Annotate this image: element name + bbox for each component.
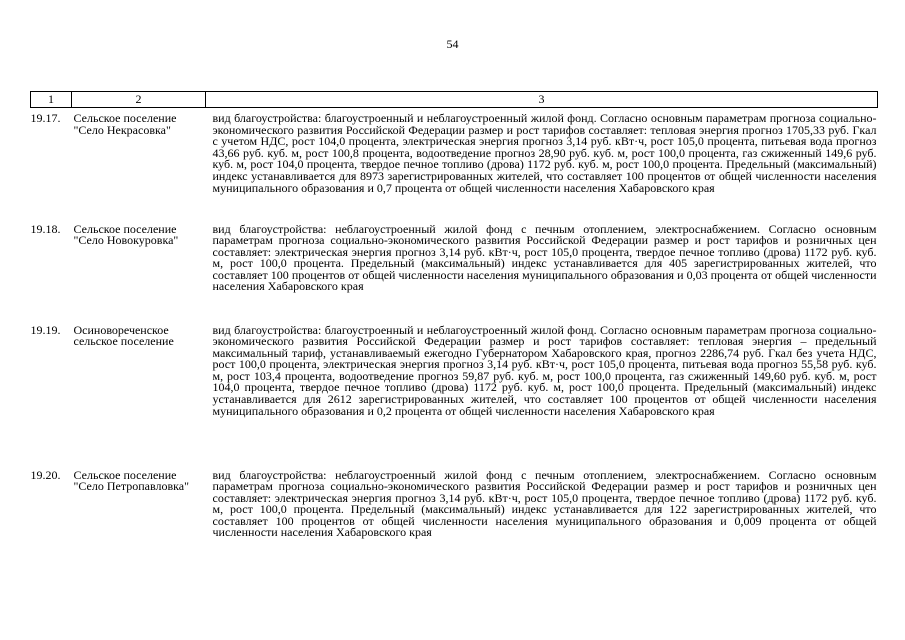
column-header-2: 2 [72, 92, 206, 108]
table-row [31, 108, 878, 219]
tariff-table [30, 91, 878, 539]
settlement-name: Сельское поселение "Село Некрасовка" [73, 111, 177, 137]
table-row [31, 465, 878, 540]
settlement-description: вид благоустройства: неблагоустроенный жилой фонд с печным отоплением, электроснабжением. Согласно основным параметрам прогноза социально-экономического развития Российской Федерации размер и рост тарифов и розничных цен составляет: электрическая энергия прогноз 3,14 руб. кВт·ч, рост 105,0 процента, твердое печное топливо (дрова) 1172 руб. куб. м, рост 100,0 процента. Предельный (максимальный) индекс устанавливается для 405 зарегистрированных жителей, что составляет 100 процентов от общей численности населения муниципального образования и 0,03 процента от общей численности населения Хабаровского края [212, 221, 877, 294]
settlement-name: Сельское поселение "Село Новокуровка" [73, 221, 179, 248]
table-header-row [31, 92, 878, 108]
settlement-description: вид благоустройства: благоустроенный и неблагоустроенный жилой фонд. Согласно основным параметрам прогноза социально-экономического развития Российской Федерации размер и рост тарифов составляет: тепловая энергия – предельный максимальный тариф, устанавливаемый ежегодно Губернатором Хабаровского края, прогноз 2286,74 руб. Гкал без учета НДС, рост 100,0 процента, электрическая энергия прогноз 3,14 руб. кВт·ч, рост 105,0 процента, питьевая вода прогноз 55,58 руб. куб. м, рост 103,4 процента, водоотведение прогноз 59,87 руб. куб. м, рост 100,0 процента, газ сжиженный 149,60 руб. куб. м, рост 104,0 процента, твердое печное топливо (дрова) 1172 руб. куб. м, рост 100,0 процента. Предельный (максимальный) индекс устанавливается для 2612 зарегистрированных жителей, что составляет 100 процентов от общей численности населения муниципального образования и 0,2 процента от общей численности населения Хабаровского края [212, 322, 877, 418]
table-row [31, 219, 878, 320]
row-number: 19.20. [30, 467, 61, 482]
settlement-description: вид благоустройства: благоустроенный и неблагоустроенный жилой фонд. Согласно основным параметрам прогноза социально-экономического развития Российской Федерации размер и рост тарифов составляет: тепловая энергия прогноз 1705,33 руб. Гкал с учетом НДС, рост 104,0 процента, электрическая энергия прогноз 3,14 руб. кВт·ч, рост 105,0 процента, питьевая вода прогноз 43,66 руб. куб. м, рост 100,8 процента, водоотведение прогноз 28,90 руб. куб. м, рост 100,0 процента, газ сжиженный 149,6 руб. куб. м, рост 104,0 процента, твердое печное топливо (дрова) 1172 руб. куб. м, рост 100,0 процента. Предельный (максимальный) индекс устанавливается для 8973 зарегистрированных жителей, что составляет 100 процентов от общей численности населения муниципального образования и 0,7 процента от общей численности населения Хабаровского края [212, 111, 877, 195]
settlement-description: вид благоустройства: неблагоустроенный жилой фонд с печным отоплением, электроснабжением. Согласно основным параметрам прогноза социально-экономического развития Российской Федерации размер и рост тарифов и розничных цен составляет: электрическая энергия прогноз 3,14 руб. кВт·ч, рост 105,0 процента, твердое печное топливо (дрова) 1172 руб. куб. м, рост 100,0 процента. Предельный (максимальный) индекс устанавливается для 122 зарегистрированных жителей, что составляет 100 процентов от общей численности населения муниципального образования и 0,009 процента от общей численности населения Хабаровского края [212, 467, 877, 540]
column-header-1: 1 [31, 92, 72, 108]
table-row [31, 320, 878, 465]
page-number: 54 [446, 37, 459, 51]
row-number: 19.19. [30, 322, 61, 337]
column-header-3: 3 [206, 92, 878, 108]
row-number: 19.18. [30, 221, 61, 236]
settlement-name: Осиновореченское сельское поселение [73, 322, 174, 349]
settlement-name: Сельское поселение "Село Петропавловка" [73, 467, 190, 494]
row-number: 19.17. [30, 111, 61, 125]
